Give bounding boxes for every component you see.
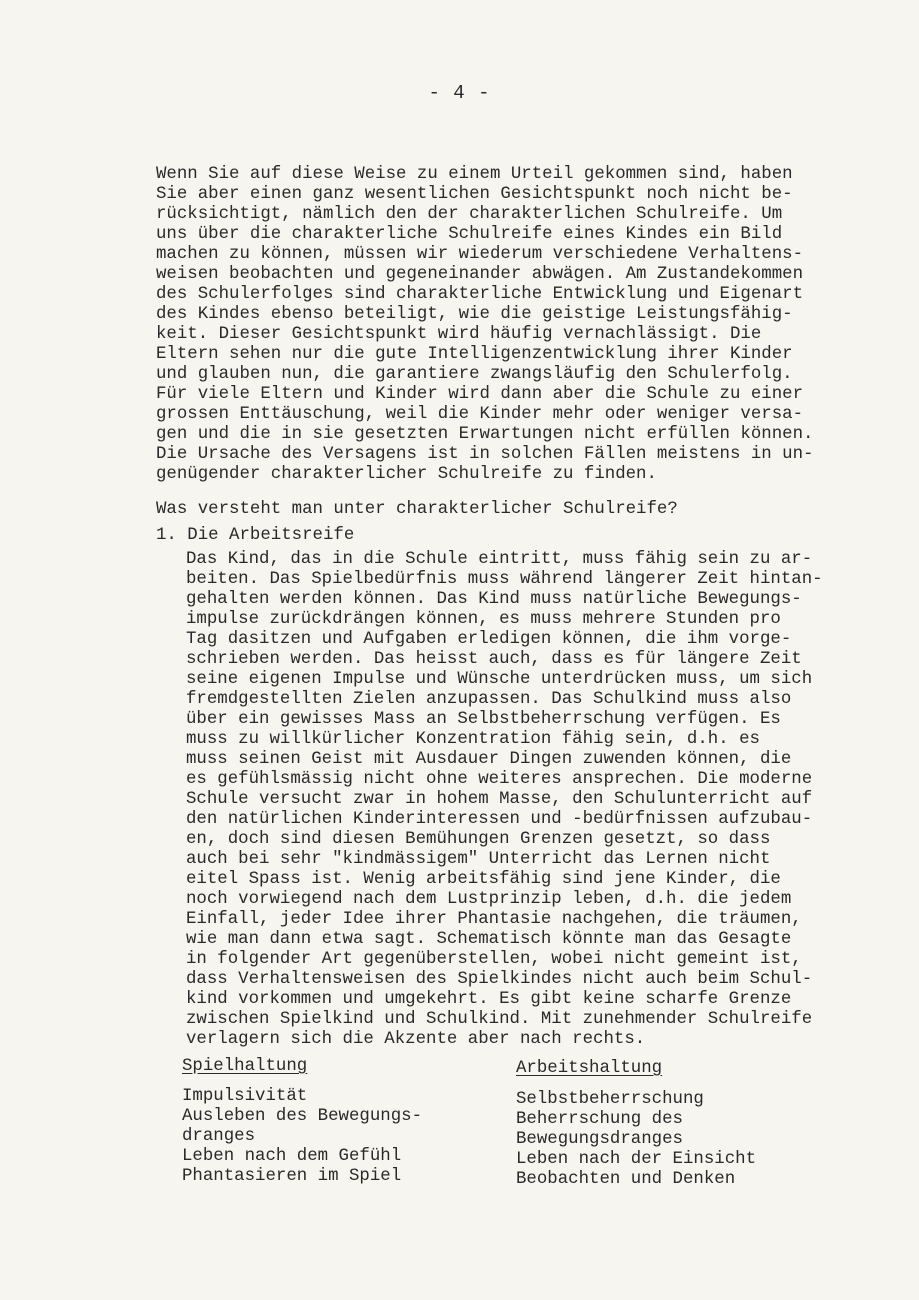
text-line: Tag dasitzen und Aufgaben erledigen können, die ihm vorge- (186, 630, 792, 649)
column-heading-arbeitshaltung: Arbeitshaltung (516, 1059, 663, 1078)
text-line: dass Verhaltensweisen des Spielkindes nicht auch beim Schul- (186, 970, 813, 989)
text-line: wie man dann etwa sagt. Schematisch könnte man das Gesagte (186, 930, 792, 949)
right-column-item: Beherrschung des (516, 1110, 683, 1129)
right-column-item: Beobachten und Denken (516, 1170, 736, 1189)
text-line: Eltern sehen nur die gute Intelligenzentwicklung ihrer Kinder (156, 345, 793, 364)
text-line: machen zu können, müssen wir wiederum verschiedene Verhaltens- (156, 245, 804, 264)
text-line: Sie aber einen ganz wesentlichen Gesichtspunkt noch nicht be- (156, 185, 793, 204)
text-line: auch bei sehr "kindmässigem" Unterricht das Lernen nicht (186, 850, 771, 869)
text-line: grossen Enttäuschung, weil die Kinder mehr oder weniger versa- (156, 405, 804, 424)
text-line: noch vorwiegend nach dem Lustprinzip leben, d.h. die jedem (186, 890, 792, 909)
text-line: des Schulerfolges sind charakterliche Entwicklung und Eigenart (156, 285, 804, 304)
text-line: eitel Spass ist. Wenig arbeitsfähig sind jene Kinder, die (186, 870, 781, 889)
text-line: Für viele Eltern und Kinder wird dann aber die Schule zu einer (156, 385, 804, 404)
text-line: keit. Dieser Gesichtspunkt wird häufig vernachlässigt. Die (156, 325, 762, 344)
text-line: gen und die in sie gesetzten Erwartungen nicht erfüllen können. (156, 425, 814, 444)
right-column-item: Leben nach der Einsicht (516, 1150, 757, 1169)
text-line: Schule versucht zwar in hohem Masse, den Schulunterricht auf (186, 790, 813, 809)
text-line: muss zu willkürlicher Konzentration fähig sein, d.h. es (186, 730, 760, 749)
section-question: Was versteht man unter charakterlicher Schulreife? (156, 500, 678, 519)
page-number: - 4 - (428, 82, 491, 104)
text-line: Wenn Sie auf diese Weise zu einem Urteil gekommen sind, haben (156, 165, 793, 184)
text-line: kind vorkommen und umgekehrt. Es gibt keine scharfe Grenze (186, 990, 792, 1009)
text-line: rücksichtigt, nämlich den der charakterlichen Schulreife. Um (156, 205, 783, 224)
text-line: den natürlichen Kinderinteressen und -bedürfnissen aufzubau- (186, 810, 813, 829)
text-line: es gefühlsmässig nicht ohne weiteres ansprechen. Die moderne (186, 770, 813, 789)
right-column-item: Selbstbeherrschung (516, 1090, 704, 1109)
text-line: zwischen Spielkind und Schulkind. Mit zunehmender Schulreife (186, 1010, 813, 1029)
text-line: genügender charakterlicher Schulreife zu finden. (156, 465, 657, 484)
text-line: Die Ursache des Versagens ist in solchen Fällen meistens in un- (156, 445, 814, 464)
text-line: en, doch sind diesen Bemühungen Grenzen gesetzt, so dass (186, 830, 771, 849)
text-line: uns über die charakterliche Schulreife eines Kindes ein Bild (156, 225, 783, 244)
text-line: und glauben nun, die garantiere zwangsläufig den Schulerfolg. (156, 365, 793, 384)
text-line: muss seinen Geist mit Ausdauer Dingen zuwenden können, die (186, 750, 792, 769)
text-line: über ein gewisses Mass an Selbstbeherrschung verfügen. Es (186, 710, 781, 729)
left-column-item: Leben nach dem Gefühl (182, 1147, 402, 1166)
left-column-item: dranges (182, 1127, 256, 1146)
text-line: seine eigenen Impulse und Wünsche unterdrücken muss, um sich (186, 670, 813, 689)
left-column-item: Impulsivität (182, 1087, 308, 1106)
left-column-item: Ausleben des Bewegungs- (182, 1107, 423, 1126)
text-line: gehalten werden können. Das Kind muss natürliche Bewegungs- (186, 590, 802, 609)
column-heading-spielhaltung: Spielhaltung (182, 1057, 308, 1076)
text-line: impulse zurückdrängen können, es muss mehrere Stunden pro (186, 610, 781, 629)
text-line: in folgender Art gegenüberstellen, wobei nicht gemeint ist, (186, 950, 802, 969)
text-line: fremdgestellten Zielen anzupassen. Das Schulkind muss also (186, 690, 792, 709)
text-line: beiten. Das Spielbedürfnis muss während längerer Zeit hintan- (186, 570, 823, 589)
text-line: schrieben werden. Das heisst auch, dass es für längere Zeit (186, 650, 802, 669)
text-line: verlagern sich die Akzente aber nach rechts. (186, 1030, 646, 1049)
text-line: Das Kind, das in die Schule eintritt, muss fähig sein zu ar- (186, 550, 813, 569)
item-heading: 1. Die Arbeitsreife (156, 526, 355, 545)
right-column-item: Bewegungsdranges (516, 1130, 683, 1149)
text-line: des Kindes ebenso beteiligt, wie die geistige Leistungsfähig- (156, 305, 793, 324)
left-column-item: Phantasieren im Spiel (182, 1167, 402, 1186)
text-line: Einfall, jeder Idee ihrer Phantasie nachgehen, die träumen, (186, 910, 802, 929)
text-line: weisen beobachten und gegeneinander abwägen. Am Zustandekommen (156, 265, 804, 284)
